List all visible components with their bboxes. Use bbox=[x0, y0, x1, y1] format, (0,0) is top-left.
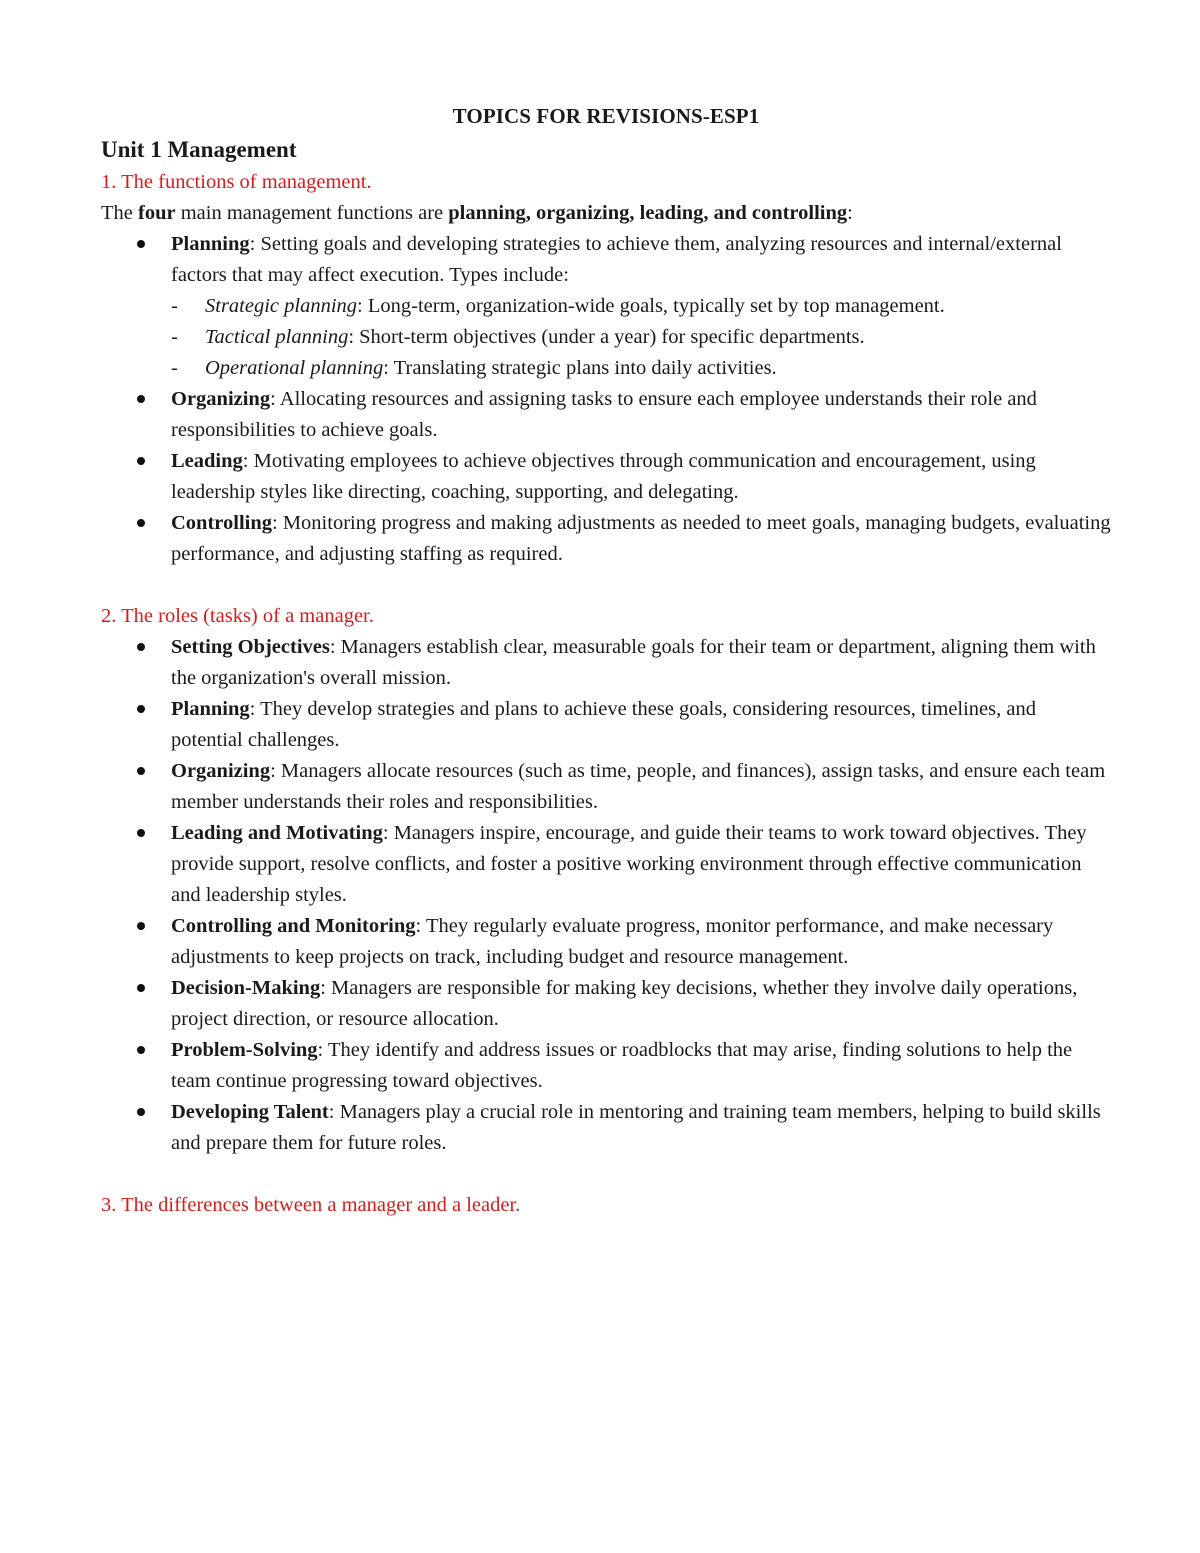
item-text: : They identify and address issues or roadblocks that may arise, finding solutions to help the team continue progressing toward objectives. bbox=[171, 1039, 1073, 1092]
intro-text: main management functions are bbox=[175, 202, 449, 224]
unit-heading: Unit 1 Management bbox=[101, 137, 297, 162]
item-text: : Allocating resources and assigning tasks to ensure each employee understands their role and responsibilities to achieve goals. bbox=[171, 388, 1037, 441]
item-term: Organizing bbox=[171, 388, 271, 410]
item-text: : Managers play a crucial role in mentoring and training team members, helping to build skills and prepare them for future roles. bbox=[171, 1101, 1101, 1154]
item-term: Problem-Solving bbox=[171, 1039, 318, 1061]
item-text: : Managers establish clear, measurable goals for their team or department, aligning them with the organization's overall mission. bbox=[171, 636, 1096, 689]
bullet-icon bbox=[137, 984, 145, 992]
item-term: Controlling and Monitoring bbox=[171, 915, 416, 937]
bullet-icon bbox=[137, 395, 145, 403]
sub-item-text: : Short-term objectives (under a year) for specific departments. bbox=[348, 326, 865, 348]
item-text: : Motivating employees to achieve objectives through communication and encouragement, using leadership styles like directing, coaching, supporting, and delegating. bbox=[171, 450, 1036, 503]
list-item bbox=[101, 229, 1111, 384]
list-item bbox=[101, 1097, 1111, 1159]
sub-item-text: : Translating strategic plans into daily activities. bbox=[383, 357, 777, 379]
list-item bbox=[101, 384, 1111, 446]
section-roles bbox=[101, 601, 1111, 1159]
item-term: Developing Talent bbox=[171, 1101, 329, 1123]
document-title: TOPICS FOR REVISIONS-ESP1 bbox=[452, 104, 760, 128]
sub-list-item bbox=[171, 353, 1111, 384]
bullet-icon bbox=[137, 829, 145, 837]
item-term: Decision-Making bbox=[171, 977, 321, 999]
list-item bbox=[101, 818, 1111, 911]
sub-item-term: Strategic planning bbox=[205, 295, 358, 317]
sub-item-term: Tactical planning bbox=[205, 326, 349, 348]
document-page bbox=[101, 96, 1111, 1221]
item-term: Planning bbox=[171, 233, 250, 255]
dash-icon: - bbox=[171, 326, 178, 348]
section-heading: 2. The roles (tasks) of a manager. bbox=[101, 605, 374, 627]
item-text: : Managers are responsible for making key decisions, whether they involve daily operations, project direction, or resource allocation. bbox=[171, 977, 1078, 1030]
item-text: : Setting goals and developing strategies to achieve them, analyzing resources and internal/external factors that may affect execution. Types include: bbox=[171, 233, 1062, 286]
bullet-icon bbox=[137, 1108, 145, 1116]
planning-types-list bbox=[171, 291, 1111, 384]
item-text: : Managers allocate resources (such as time, people, and finances), assign tasks, and ensure each team member understands their roles and responsibilities. bbox=[171, 760, 1106, 813]
item-term: Controlling bbox=[171, 512, 272, 534]
dash-icon: - bbox=[171, 295, 178, 317]
sub-list-item bbox=[171, 322, 1111, 353]
section-heading: 1. The functions of management. bbox=[101, 171, 372, 193]
item-term: Setting Objectives bbox=[171, 636, 330, 658]
intro-text: : bbox=[847, 202, 853, 224]
item-text: : They develop strategies and plans to achieve these goals, considering resources, timelines, and potential challenges. bbox=[171, 698, 1036, 751]
intro-bold-text: four bbox=[138, 202, 176, 224]
roles-list bbox=[101, 632, 1111, 1159]
list-item bbox=[101, 973, 1111, 1035]
item-term: Leading bbox=[171, 450, 243, 472]
list-item bbox=[101, 694, 1111, 756]
blank-line bbox=[101, 1159, 1111, 1190]
list-item bbox=[101, 1035, 1111, 1097]
intro-bold-text: planning, organizing, leading, and controlling bbox=[448, 202, 848, 224]
list-item bbox=[101, 756, 1111, 818]
bullet-icon bbox=[137, 240, 145, 248]
intro-paragraph bbox=[101, 198, 1111, 229]
section-functions bbox=[101, 167, 1111, 570]
sub-list-item bbox=[171, 291, 1111, 322]
sub-item-text: : Long-term, organization-wide goals, typically set by top management. bbox=[357, 295, 945, 317]
bullet-icon bbox=[137, 767, 145, 775]
item-text: : Managers inspire, encourage, and guide their teams to work toward objectives. They provide support, resolve conflicts, and foster a positive working environment through effective communication and leadership styles. bbox=[171, 822, 1087, 906]
section-manager-vs-leader bbox=[101, 1190, 1111, 1221]
bullet-icon bbox=[137, 643, 145, 651]
blank-line bbox=[101, 570, 1111, 601]
bullet-icon bbox=[137, 519, 145, 527]
bullet-icon bbox=[137, 457, 145, 465]
bullet-icon bbox=[137, 705, 145, 713]
item-text: : They regularly evaluate progress, monitor performance, and make necessary adjustments to keep projects on track, including budget and resource management. bbox=[171, 915, 1054, 968]
list-item bbox=[101, 446, 1111, 508]
sub-item-term: Operational planning bbox=[205, 357, 384, 379]
item-term: Organizing bbox=[171, 760, 271, 782]
section-heading: 3. The differences between a manager and a leader. bbox=[101, 1194, 521, 1216]
list-item bbox=[101, 632, 1111, 694]
dash-icon: - bbox=[171, 357, 178, 379]
list-item bbox=[101, 508, 1111, 570]
bullet-icon bbox=[137, 922, 145, 930]
bullet-icon bbox=[137, 1046, 145, 1054]
functions-list bbox=[101, 229, 1111, 570]
intro-text: The bbox=[101, 202, 138, 224]
item-term: Leading and Motivating bbox=[171, 822, 383, 844]
list-item bbox=[101, 911, 1111, 973]
item-text: : Monitoring progress and making adjustments as needed to meet goals, managing budgets, evaluating performance, and adjusting staffing as required. bbox=[171, 512, 1111, 565]
item-term: Planning bbox=[171, 698, 250, 720]
